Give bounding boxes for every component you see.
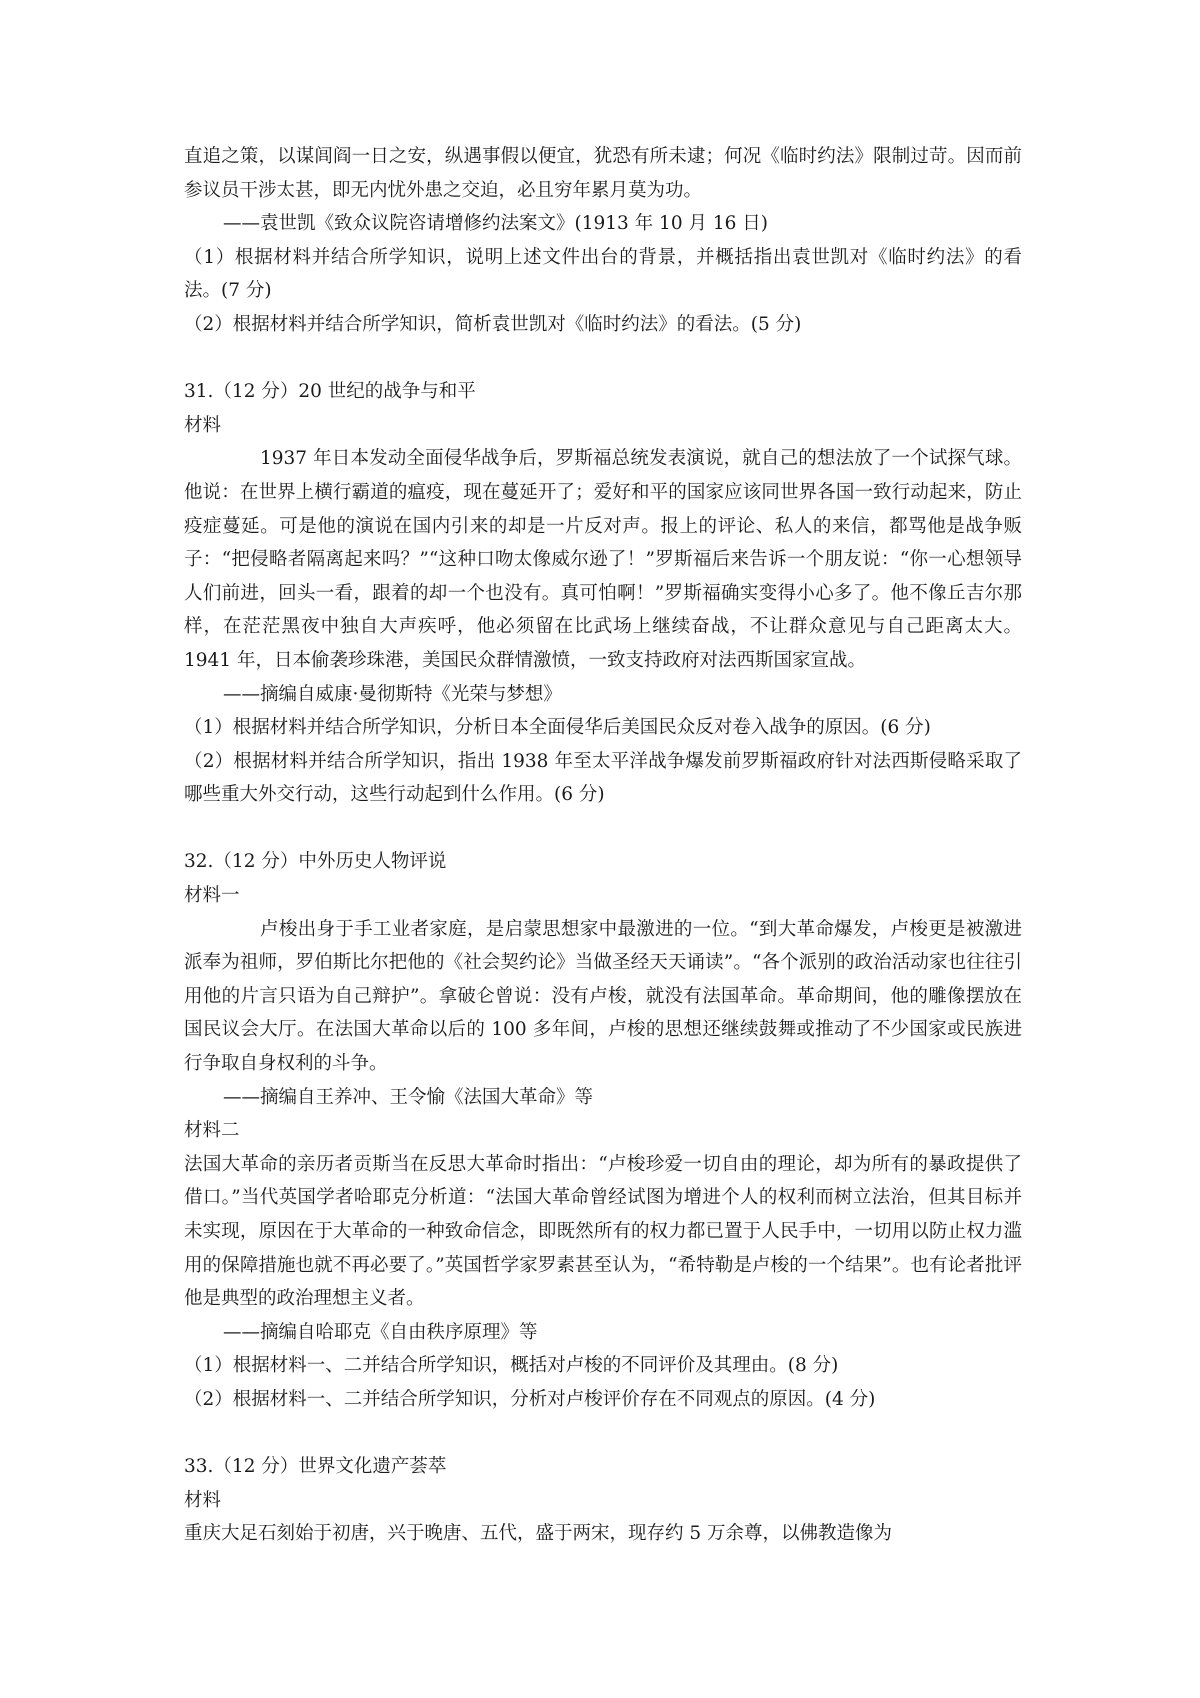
question-32-material1-label: 材料一 [184, 885, 240, 907]
question-31-material-label: 材料 [184, 414, 222, 436]
question-33-title: 33.（12 分）世界文化遗产荟萃 [184, 1456, 447, 1478]
spacer [184, 1417, 1022, 1451]
question-32-title: 32.（12 分）中外历史人物评说 [184, 851, 447, 873]
question-31-title: 31.（12 分）20 世纪的战争与和平 [184, 381, 476, 403]
question-31-source: ——摘编自威康·曼彻斯特《光荣与梦想》 [223, 683, 562, 705]
question-31-sub-2: （2）根据材料并结合所学知识，指出 1938 年至太平洋战争爆发前罗斯福政府针对法西斯侵略采取了哪些重大外交行动，这些行动起到什么作用。(6 分) [184, 750, 1022, 806]
question-32-material2: 法国大革命的亲历者贡斯当在反思大革命时指出：“卢梭珍爱一切自由的理论，却为所有的暴政提供了借口。”当代英国学者哈耶克分析道：“法国大革命曾经试图为增进个人的权利而树立法治，但其目标并未实现，原因在于大革命的一种致命信念，即既然所有的权力都已置于人民手中，一切用以防止权力滥用的保障措施也就不再必要了。”英国哲学家罗素甚至认为，“希特勒是卢梭的一个结果”。也有论者批评他是典型的政治理想主义者。 [184, 1153, 1022, 1310]
spacer [184, 342, 1022, 376]
top-question-2: （2）根据材料并结合所学知识，简析袁世凯对《临时约法》的看法。(5 分) [184, 313, 802, 335]
question-31-material: 1937 年日本发动全面侵华战争后，罗斯福总统发表演说，就自己的想法放了一个试探气球。他说：在世界上横行霸道的瘟疫，现在蔓延开了；爱好和平的国家应该同世界各国一致行动起来，防止疫症蔓延。可是他的演说在国内引来的却是一片反对声。报上的评论、私人的来信，都骂他是战争贩子：“把侵略者隔离起来吗？”“这种口吻太像威尔逊了！”罗斯福后来告诉一个朋友说：“你一心想领导人们前进，回头一看，跟着的却一个也没有。真可怕啊！”罗斯福确实变得小心多了。他不像丘吉尔那样，在茫茫黑夜中独自大声疾呼，他必须留在比武场上继续奋战，不让群众意见与自己距离太大。1941 年，日本偷袭珍珠港，美国民众群情激愤，一致支持政府对法西斯国家宣战。 [184, 448, 1022, 671]
exam-page [184, 140, 1022, 1551]
top-material-source: ——袁世凯《致众议院咨请增修约法案文》(1913 年 10 月 16 日) [223, 213, 769, 235]
question-31-sub-1: （1）根据材料并结合所学知识，分析日本全面侵华后美国民众反对卷入战争的原因。(6 分) [184, 717, 931, 739]
top-question-1: （1）根据材料并结合所学知识，说明上述文件出台的背景，并概括指出袁世凯对《临时约法》的看法。(7 分) [184, 246, 1022, 302]
question-32-material2-label: 材料二 [184, 1120, 240, 1142]
question-32-source1: ——摘编自王养冲、王令愉《法国大革命》等 [223, 1086, 594, 1108]
question-32-material1: 卢梭出身于手工业者家庭，是启蒙思想家中最激进的一位。“到大革命爆发，卢梭更是被激进派奉为祖师，罗伯斯比尔把他的《社会契约论》当做圣经天天诵读”。“各个派别的政治活动家也往往引用他的片言只语为自己辩护”。拿破仑曾说：没有卢梭，就没有法国革命。革命期间，他的雕像摆放在国民议会大厅。在法国大革命以后的 100 多年间，卢梭的思想还继续鼓舞或推动了不少国家或民族进行争取自身权利的斗争。 [184, 918, 1022, 1075]
question-32-source2: ——摘编自哈耶克《自由秩序原理》等 [223, 1321, 538, 1343]
top-material-text: 直追之策，以谋闾阎一日之安，纵遇事假以便宜，犹恐有所未逮；何况《临时约法》限制过苛。因而前参议员干涉太甚，即无内忧外患之交迫，必且穷年累月莫为功。 [184, 146, 1022, 201]
question-33 [184, 1450, 1022, 1551]
question-33-material-label: 材料 [184, 1489, 222, 1511]
question-31 [184, 375, 1022, 812]
question-32 [184, 845, 1022, 1416]
question-32-sub-1: （1）根据材料一、二并结合所学知识，概括对卢梭的不同评价及其理由。(8 分) [184, 1355, 839, 1377]
spacer [184, 812, 1022, 846]
question-32-sub-2: （2）根据材料一、二并结合所学知识，分析对卢梭评价存在不同观点的原因。(4 分) [184, 1388, 876, 1410]
question-33-material: 重庆大足石刻始于初唐，兴于晚唐、五代，盛于两宋，现存约 5 万余尊，以佛教造像为 [184, 1523, 893, 1545]
